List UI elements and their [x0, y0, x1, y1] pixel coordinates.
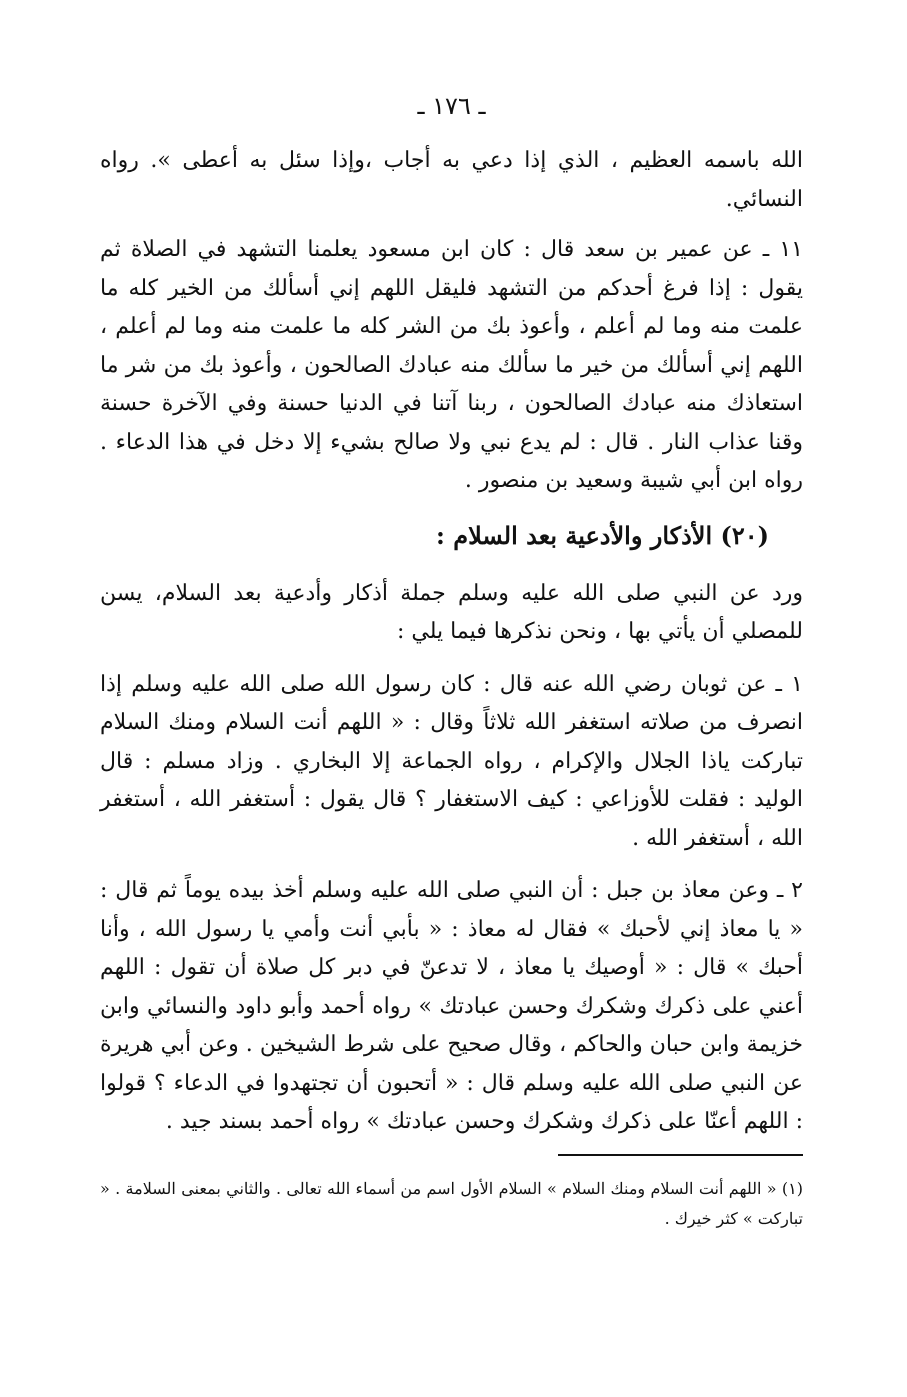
page-number: ـ ١٧٦ ـ [417, 92, 486, 120]
paragraph-continuation: الله باسمه العظيم ، الذي إذا دعي به أجاب ،وإذا سئل به أعطى ». رواه النسائي. [100, 148, 803, 212]
footnote-divider [558, 1154, 803, 1156]
paragraph-hadith-11: ١١ ـ عن عمير بن سعد قال : كان ابن مسعود يعلمنا التشهد في الصلاة ثم يقول : إذا فرغ أحدكم من التشهد فليقل اللهم إني أسألك من الخير كله ما علمت منه وما لم أعلم ، وأعوذ بك من الشر كله ما علمت منه وما لم أعلم ، اللهم إني أسألك من خير ما سألك منه عبادك الصالحون ، وأعوذ بك من شر ما استعاذك منه عبادك الصالحون ، ربنا آتنا في الدنيا حسنة وفي الآخرة حسنة وقنا عذاب النار . قال : لم يدع نبي ولا صالح بشيء إلا دخل في هذا الدعاء . رواه ابن أبي شيبة وسعيد بن منصور . [100, 237, 803, 493]
paragraph-intro: ورد عن النبي صلى الله عليه وسلم جملة أذكار وأدعية بعد السلام، يسن للمصلي أن يأتي بها ، ونحن نذكرها فيما يلي : [100, 580, 803, 644]
paragraph-hadith-1: ١ ـ عن ثوبان رضي الله عنه قال : كان رسول الله صلى الله عليه وسلم إذا انصرف من صلاته استغفر الله ثلاثاً وقال : « اللهم أنت السلام ومنك السلام تباركت ياذا الجلال والإكرام ، رواه الجماعة إلا البخاري . وزاد مسلم : قال الوليد : فقلت للأوزاعي : كيف الاستغفار ؟ قال يقول : أستغفر الله ، أستغفر الله ، أستغفر الله . [100, 671, 803, 851]
paragraph-hadith-2: ٢ ـ وعن معاذ بن جبل : أن النبي صلى الله عليه وسلم أخذ بيده يوماً ثم قال : « يا معاذ إني لأحبك » فقال له معاذ : « بأبي أنت وأمي يا رسول الله ، وأنا أحبك » قال : « أوصيك يا معاذ ، لا تدعنّ في دبر كل صلاة أن تقول : اللهم أعني على ذكرك وشكرك وحسن عبادتك » رواه أحمد وأبو داود والنسائي وابن خزيمة وابن حبان والحاكم ، وقال صحيح على شرط الشيخين . وعن أبي هريرة عن النبي صلى الله عليه وسلم قال : « أتحبون أن تجتهدوا في الدعاء ؟ قولوا : اللهم أعنّا على ذكرك وشكرك وحسن عبادتك » رواه أحمد بسند جيد . [100, 878, 803, 1134]
section-heading: (٢٠) الأذكار والأدعية بعد السلام : [436, 520, 769, 550]
footnote: (١) « اللهم أنت السلام ومنك السلام » السلام الأول اسم من أسماء الله تعالى . والثاني بمعنى السلامة . « تباركت » كثر خيرك . [100, 1178, 803, 1228]
